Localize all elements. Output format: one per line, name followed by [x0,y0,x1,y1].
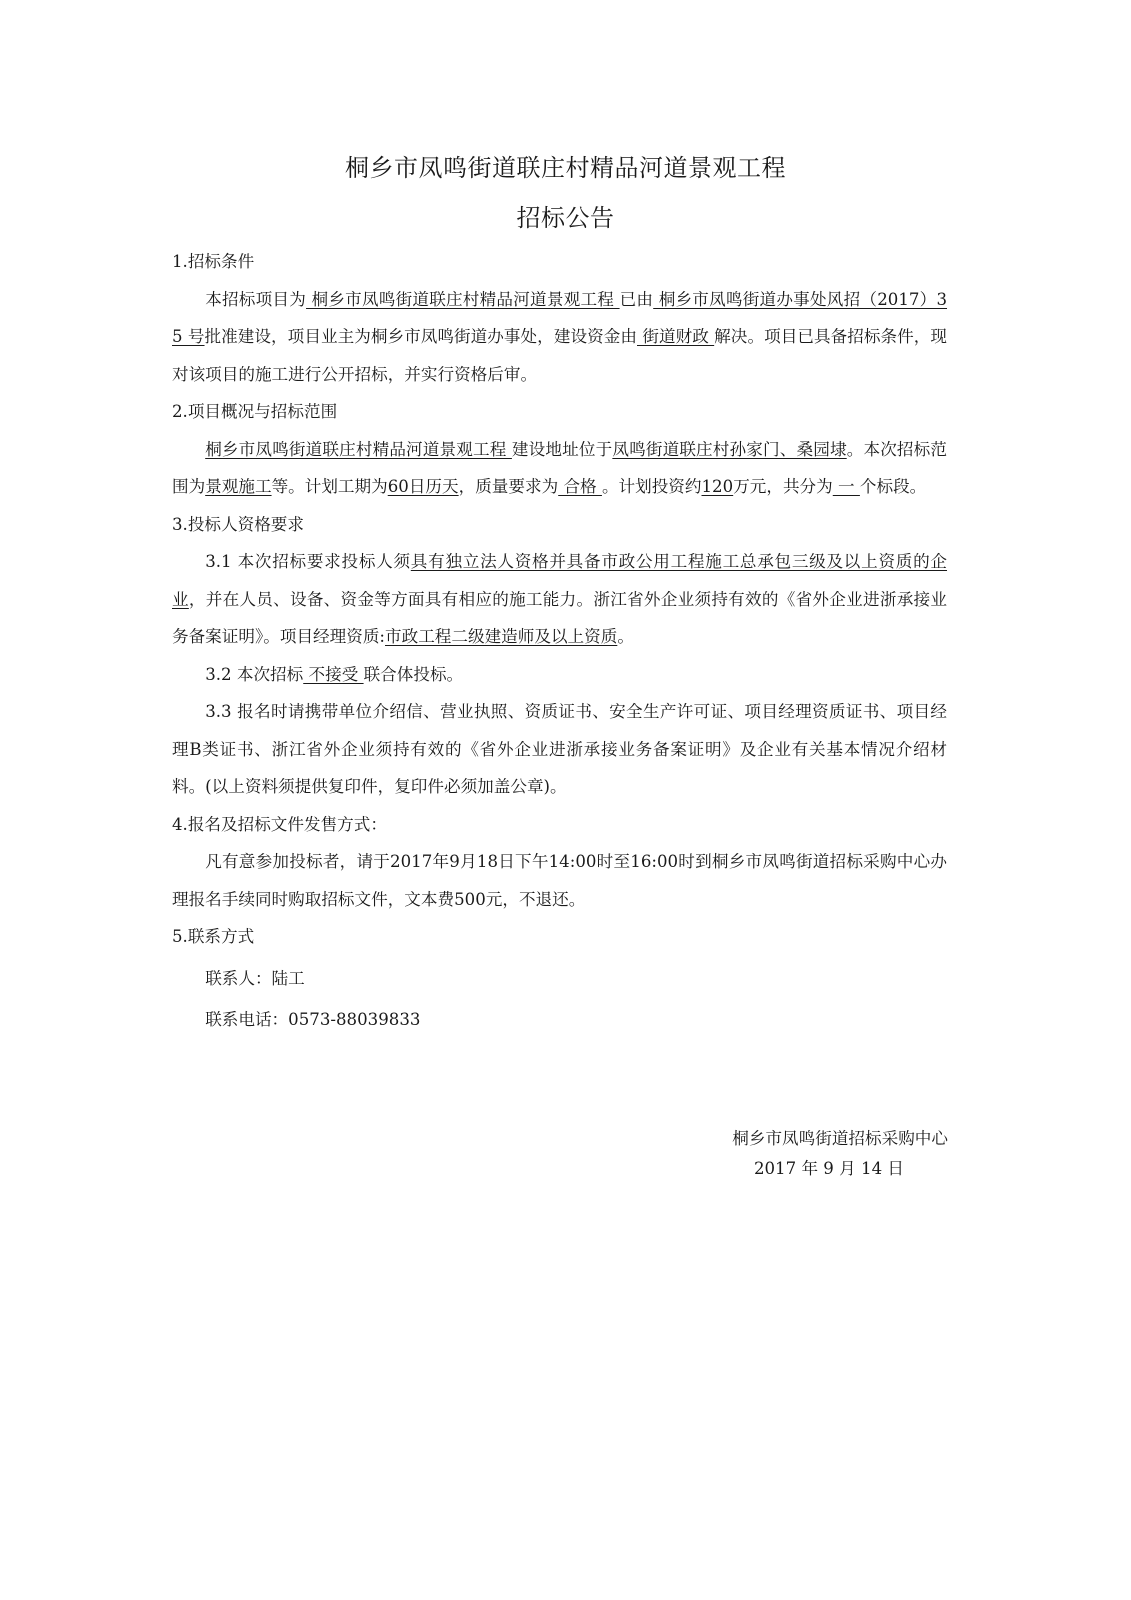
section-count: 一 [832,477,860,496]
funding-source: 街道财政 [637,327,715,346]
section-4-paragraph: 凡有意参加投标者，请于2017年9月18日下午14:00时至16:00时到桐乡市凤鸣街道招标采购中心办理报名手续同时购取招标文件，文本费500元，不退还。 [172,852,947,909]
text-segment: 。计划投资约 [601,477,702,496]
section-2-heading: 2.项目概况与招标范围 [172,402,338,421]
section-5-heading: 5.联系方式 [172,927,255,946]
approval-document: 桐乡市凤鸣街道办事处风招（2017）35 号 [172,289,948,346]
text-segment: 3.2 本次招标 [205,664,304,684]
text-segment: 批准建设，项目业主为桐乡市凤鸣街道办事处，建设资金由 [204,327,637,346]
issuer-organization: 桐乡市凤鸣街道招标采购中心 [732,1129,948,1148]
text-segment: 3.1 本次招标要求投标人须 [205,552,411,571]
project-name: 桐乡市凤鸣街道联庄村精品河道景观工程 [306,289,620,309]
document-body [172,243,947,1039]
section-3-2-paragraph [172,656,947,694]
text-segment: 万元，共分为 [733,477,833,496]
qualification-requirement: 具有独立法人资格并具备市政公用工程施工总承包三级及以上资质的企业 [172,552,948,609]
section-1-paragraph [172,281,947,394]
project-manager-qualification: 市政工程二级建造师及以上资质 [385,627,618,646]
text-segment: 联合体投标。 [363,664,464,684]
document-title: 桐乡市凤鸣街道联庄村精品河道景观工程 [345,154,786,182]
text-segment: ，质量要求为 [458,477,559,496]
quality-requirement: 合格 [558,477,602,496]
construction-period: 60日历天 [387,477,459,496]
text-segment: 本招标项目为 [205,289,307,309]
text-segment: ，并在人员、设备、资金等方面具有相应的施工能力。浙江省外企业须持有效的《省外企业进浙承接业务备案证明》。项目经理资质: [172,589,948,646]
consortium-acceptance: 不接受 [303,664,364,684]
section-3-heading: 3.投标人资格要求 [172,514,304,534]
section-4-heading: 4.报名及招标文件发售方式： [172,814,387,834]
contact-phone: 联系电话：0573-88039833 [205,1010,421,1029]
text-segment: 个标段。 [859,477,927,496]
document-subtitle: 招标公告 [516,204,615,232]
text-segment: 已由 [619,289,654,309]
text-segment: 解决。项目已具备招标条件，现对该项目的施工进行公开招标，并实行资格后审。 [172,327,948,384]
issue-date: 2017 年 9 月 14 日 [753,1159,904,1178]
text-segment: 等。计划工期为 [271,477,388,496]
text-segment: 建设地址位于 [511,439,613,459]
bid-scope: 景观施工 [205,477,272,496]
project-name: 桐乡市凤鸣街道联庄村精品河道景观工程 [205,439,512,459]
investment-amount: 120 [701,477,734,496]
contact-person: 联系人：陆工 [205,968,305,988]
section-2-paragraph [172,431,947,506]
project-site: 凤鸣街道联庄村孙家门、桑园埭 [612,439,847,459]
text-segment: 。 [617,627,634,646]
section-3-1-paragraph [172,543,947,656]
section-3-3-paragraph: 3.3 报名时请携带单位介绍信、营业执照、资质证书、安全生产许可证、项目经理资质证书、项目经理B类证书、浙江省外企业须持有效的《省外企业进浙承接业务备案证明》及企业有关基本情况介绍材料。(以上资料须提供复印件，复印件必须加盖公章)。 [172,702,947,796]
section-1-heading: 1.招标条件 [172,252,255,271]
text-segment: 。本次招标范围为 [172,439,948,496]
